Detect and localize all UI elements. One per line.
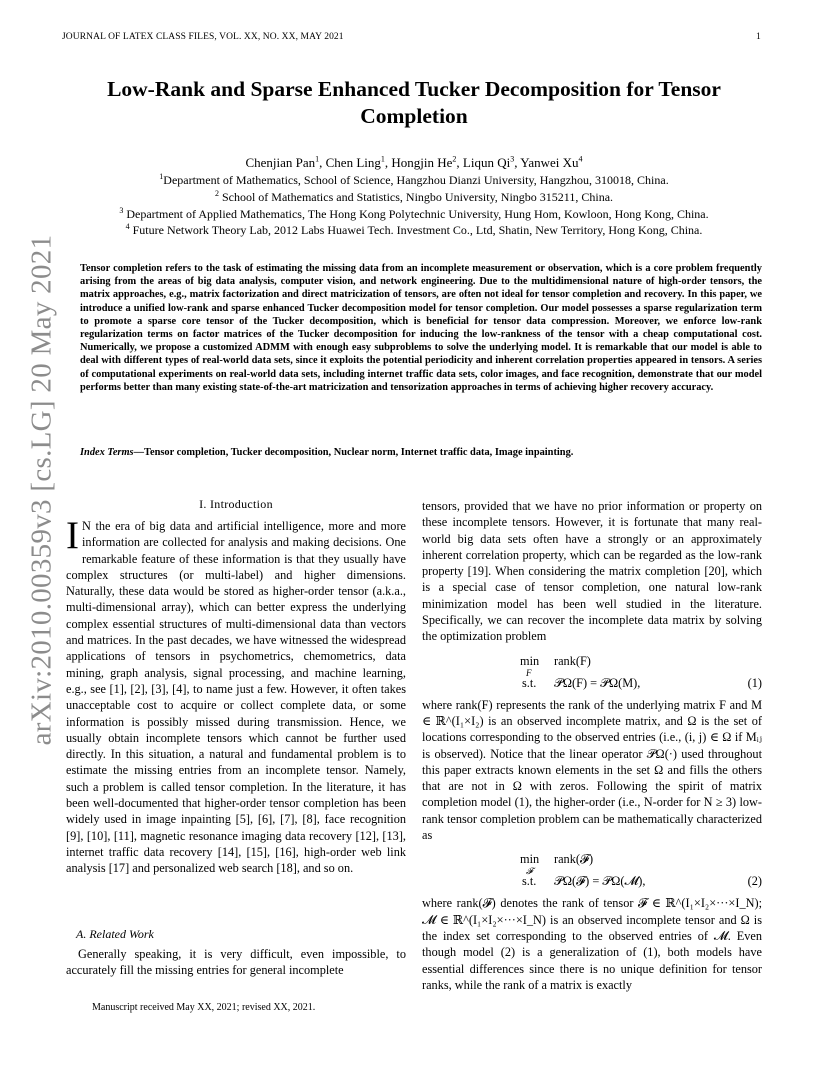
footnote: Manuscript received May XX, 2021; revised XX, 2021.: [92, 1002, 316, 1013]
related-work-paragraph: Generally speaking, it is very difficult, even impossible, to accurately fill the missing entries for general incomplete: [66, 947, 406, 978]
intro-paragraph: I N the era of big data and artificial intelligence, more and more information are collected for analysis and making decisions. One remarkable feature of these information is that they usually have complex structures (or multi-label) and higher dimensions. Naturally, these data would be stored as higher-order tensor (a.k.a., multi-dimensional array), which can better express the underlying complex essential structures of multi-dimensional data than vectors and matrices. In the past decades, we have witnessed the widespread applications of tensors in psychometrics, chemometrics, data mining, graph analysis, signal processing, and machine learning, e.g., see [1], [2], [3], [4], to name just a few. However, it often takes unacceptable cost to acquire or collect complete data, or some information is possibly missed during transmission. Hence, we usually obtain incomplete tensors which cannot be further used directly. In this situation, a natural and fundamental problem is to estimate the missing entries from an incomplete tensor. Namely, such a problem is called tensor completion. In the literature, it has been well-documented that higher-order tensor completion has been widely used in image inpainting [5], [6], [7], [8], face recognition [9], [10], [11], magnetic resonance imaging data recovery [12], [13], internet traffic data recovery [14], [15], [16], high-order web link analysis [17] and personalized web search [18], and so on.: [66, 514, 406, 876]
affiliation: $^2$ School of Mathematics and Statistics, Ningbo University, Ningbo 315211, China.: [214, 189, 614, 204]
index-terms: Index Terms—Tensor completion, Tucker decomposition, Nuclear norm, Internet traffic data, Image inpainting.: [80, 447, 574, 458]
author: Yanwei Xu: [520, 155, 579, 170]
drop-cap: I: [66, 514, 79, 557]
abstract: Tensor completion refers to the task of estimating the missing data from an incomplete measurement or observation, which is a core problem frequently arising from the areas of big data analysis, computer vision, and network engineering. Due to the multidimensional nature of high-order tensors, the matrix approaches, e.g., matrix factorization and direct matricization of tensors, are often not ideal for tensor completion and recovery. In this paper, we introduce a unified low-rank and sparse enhanced Tucker decomposition model for tensor completion. Our model possesses a sparse regularization term to promote a sparse core tensor of the Tucker decomposition, which is beneficial for tensor data compression. Moreover, we enforce low-rank regularization terms on factor matrices of the Tucker decomposition for inducing the low-rankness of the tensor with a cheap computational cost. Numerically, we propose a customized ADMM with enough easy subproblems to solve the underlying model. It is remarkable that our model is able to deal with different types of real-world data sets, since it exploits the potential periodicity and inherent correlation properties appeared in tensors. A series of computational experiments on real-world data sets, including internet traffic data sets, color images, and face recognition, demonstrate that our model performs better than many existing state-of-the-art matricization and tensorization approaches in terms of achieving higher recovery accuracy.: [80, 263, 762, 393]
paragraph: where rank(F) represents the rank of the underlying matrix F and M ∈ ℝ^(I₁×I₂) is an observed incomplete matrix, and Ω is the set of locations corresponding to the observed entries (i.e., (i, j) ∈ Ω if Mᵢⱼ is observed). Notice that the linear operator 𝒫Ω(·) used throughout this paper extracts known elements in the set Ω and fills the others that are not in Ω with zeros. Following the spirit of matrix completion model (1), the higher-order (i.e., N-order for N ≥ 3) low-rank tensor completion problem can be mathematically characterized as: [422, 697, 762, 843]
author: Chenjian Pan: [245, 155, 316, 170]
section-heading: I. Introduction: [199, 497, 273, 511]
subsection-heading: A. Related Work: [76, 927, 154, 941]
arxiv-stamp: arXiv:2010.00359v3 [cs.LG] 20 May 2021: [25, 234, 58, 746]
affiliation: $^1$Department of Mathematics, School of Science, Hangzhou Dianzi University, Hangzhou, 310018, China.: [159, 172, 669, 187]
running-header: JOURNAL OF LATEX CLASS FILES, VOL. XX, NO. XX, MAY 2021: [62, 32, 344, 42]
right-column: [422, 498, 762, 993]
author: Liqun Qi: [462, 155, 511, 170]
equation-2: min 𝓕 rank(𝓕) s.t. 𝒫Ω(𝓕) = 𝒫Ω(𝓜), (2): [520, 852, 762, 889]
paragraph: where rank(𝓕) denotes the rank of tensor 𝓕 ∈ ℝ^(I₁×I₂×···×I_N); 𝓜 ∈ ℝ^(I₁×I₂×···×I_N) is an observed incomplete tensor and Ω is the index set corresponding to the observed entries of 𝓜. Even though model (2) is a generalization of (1), both models have essential differences since there is no unique definition for tensor ranks, while the rank of a matrix is exactly: [422, 896, 762, 992]
affiliation: $^3$ Department of Applied Mathematics, The Hong Kong Polytechnic University, Hung Hom, Kowloon, Hong Kong, China.: [119, 206, 709, 221]
author: Hongjin He: [391, 155, 453, 170]
affiliation: $^4$ Future Network Theory Lab, 2012 Labs Huawei Tech. Investment Co., Ltd, Shatin, New Territory, Hong Kong, China.: [125, 222, 703, 237]
page-number: 1: [756, 32, 761, 42]
paragraph: tensors, provided that we have no prior information or property on these incomplete tensors. However, it is fortunate that many real-world big data sets often have a strongly or an approximately inherent correlation property, which can be regarded as the low-rank property [19]. When considering the matrix completion [20], which is a special case of tensor completion, one natural low-rank minimization model has been well studied in the literature. Specifically, we can recover the incomplete data matrix by solving the optimization problem: [422, 499, 762, 644]
paper-title: Low-Rank and Sparse Enhanced Tucker Decomposition for Tensor Completion: [107, 77, 721, 128]
author-list: Chenjian Pan$^1$, Chen Ling$^1$, Hongjin He$^2$, Liqun Qi$^3$, Yanwei Xu$^4$: [245, 154, 583, 170]
equation-number: (2): [747, 874, 762, 889]
equation-number: (1): [747, 675, 762, 690]
author: Chen Ling: [325, 155, 381, 170]
equation-1: min F rank(F) s.t. 𝒫Ω(F) = 𝒫Ω(M), (1): [520, 653, 762, 690]
